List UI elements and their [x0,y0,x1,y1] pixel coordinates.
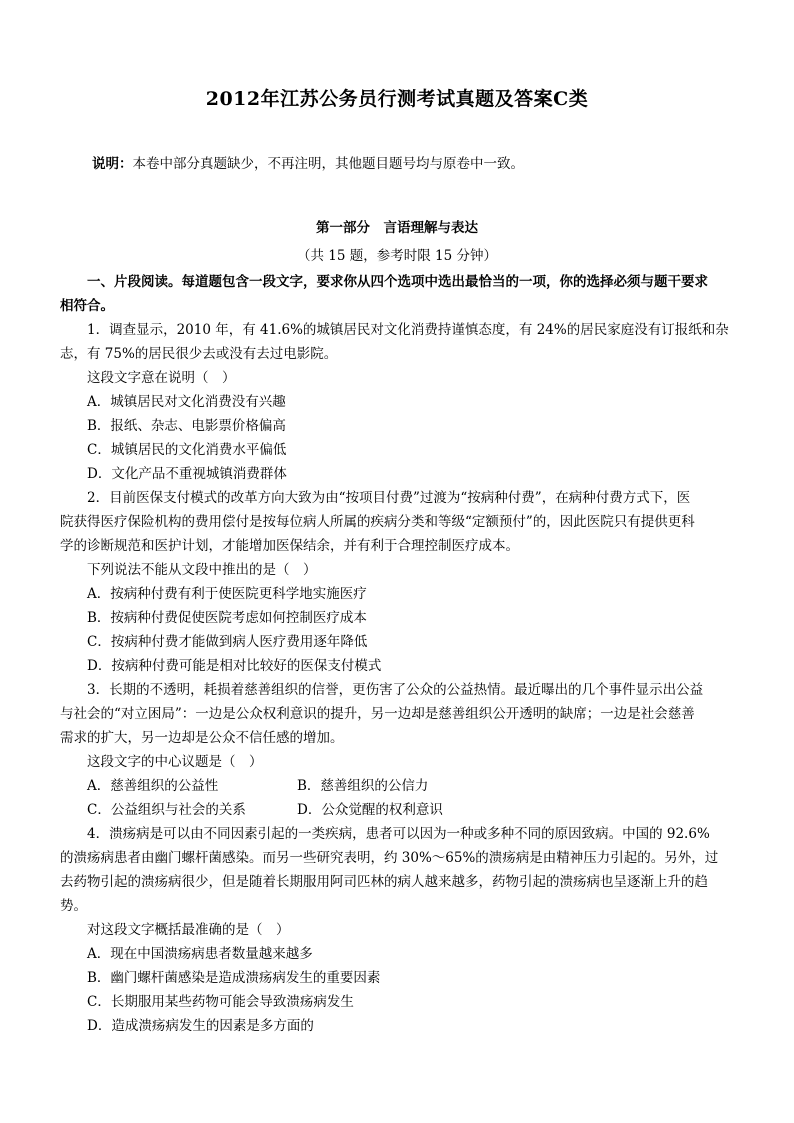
question-text: 去药物引起的溃疡病很少，但是随着长期服用阿司匹林的病人越来越多，药物引起的溃疡病也呈逐渐上升的趋 [60,874,708,890]
option-d: D．文化产品不重视城镇消费群体 [87,466,287,482]
instruction-line: 一、片段阅读。每道题包含一段文字，要求你从四个选项中选出最恰当的一项，你的选择必须与题干要求 [87,274,708,290]
document-body [60,270,736,1038]
question-text: 的溃疡病患者由幽门螺杆菌感染。而另一些研究表明，约 30%～65%的溃疡病是由精神压力引起的。另外，过 [60,850,719,866]
note-text: 本卷中部分真题缺少，不再注明，其他题目题号均与原卷中一致。 [132,156,524,172]
question-stem: 下列说法不能从文段中推出的是（ ） [87,562,317,578]
question-text: 院获得医疗保险机构的费用偿付是按每位病人所属的疾病分类和等级“定额预付”的，因此医院只有提供更科 [60,514,695,530]
question-1 [60,318,736,486]
note-paragraph [92,152,524,172]
option-a: A．现在中国溃疡病患者数量越来越多 [87,946,313,962]
option-b: B．报纸、杂志、电影票价格偏高 [87,418,286,434]
question-text: 需求的扩大，另一边却是公众不信任感的增加。 [60,730,344,746]
question-text: 4．溃疡病是可以由不同因素引起的一类疾病，患者可以因为一种或多种不同的原因致病。中国的 92.6% [87,826,710,842]
option-b: B．按病种付费促使医院考虑如何控制医疗成本 [87,610,367,626]
option-d: D．造成溃疡病发生的因素是多方面的 [87,1018,314,1034]
note-label: 说明： [92,156,133,172]
section-subtitle: （共 15 题，参考时限 15 分钟） [296,248,498,264]
option-c: C．公益组织与社会的关系 [87,802,246,818]
option-row [60,774,736,798]
option-a: A．城镇居民对文化消费没有兴趣 [87,394,286,410]
option-a: A．慈善组织的公益性 [87,778,219,794]
question-stem: 这段文字的中心议题是（ ） [87,754,263,770]
question-text: 2．目前医保支付模式的改革方向大致为由“按项目付费”过渡为“按病种付费”，在病种付费方式下，医 [87,490,691,506]
option-c: C．长期服用某些药物可能会导致溃疡病发生 [87,994,354,1010]
question-stem: 这段文字意在说明（ ） [87,370,236,386]
option-b: B．幽门螺杆菌感染是造成溃疡病发生的重要因素 [87,970,381,986]
option-b: B．慈善组织的公信力 [297,778,429,794]
option-c: C．城镇居民的文化消费水平偏低 [87,442,287,458]
document-title: 2012年江苏公务员行测考试真题及答案C类 [205,88,589,110]
question-3 [60,678,736,822]
option-a: A．按病种付费有利于使医院更科学地实施医疗 [87,586,367,602]
question-text: 志，有 75%的居民很少去或没有去过电影院。 [60,346,338,362]
question-stem: 对这段文字概括最准确的是（ ） [87,922,290,938]
option-c: C．按病种付费才能做到病人医疗费用逐年降低 [87,634,368,650]
question-text: 3．长期的不透明，耗损着慈善组织的信誉，更伤害了公众的公益热情。最近曝出的几个事件显示出公益 [87,682,704,698]
question-text: 势。 [60,898,87,914]
question-2 [60,486,736,678]
question-text: 学的诊断规范和医护计划，才能增加医保结余，并有利于合理控制医疗成本。 [60,538,519,554]
section-title: 第一部分 言语理解与表达 [316,220,478,236]
question-text: 与社会的“对立困局”：一边是公众权利意识的提升，另一边却是慈善组织公开透明的缺席；一边是社会慈善 [60,706,695,722]
option-d: D．公众觉醒的权利意识 [297,802,443,818]
option-d: D．按病种付费可能是相对比较好的医保支付模式 [87,658,382,674]
question-text: 1．调查显示，2010 年，有 41.6%的城镇居民对文化消费持谨慎态度，有 24%的居民家庭没有订报纸和杂 [87,322,729,338]
question-4 [60,822,736,1038]
instruction-line: 相符合。 [60,298,114,314]
option-row [60,798,736,822]
